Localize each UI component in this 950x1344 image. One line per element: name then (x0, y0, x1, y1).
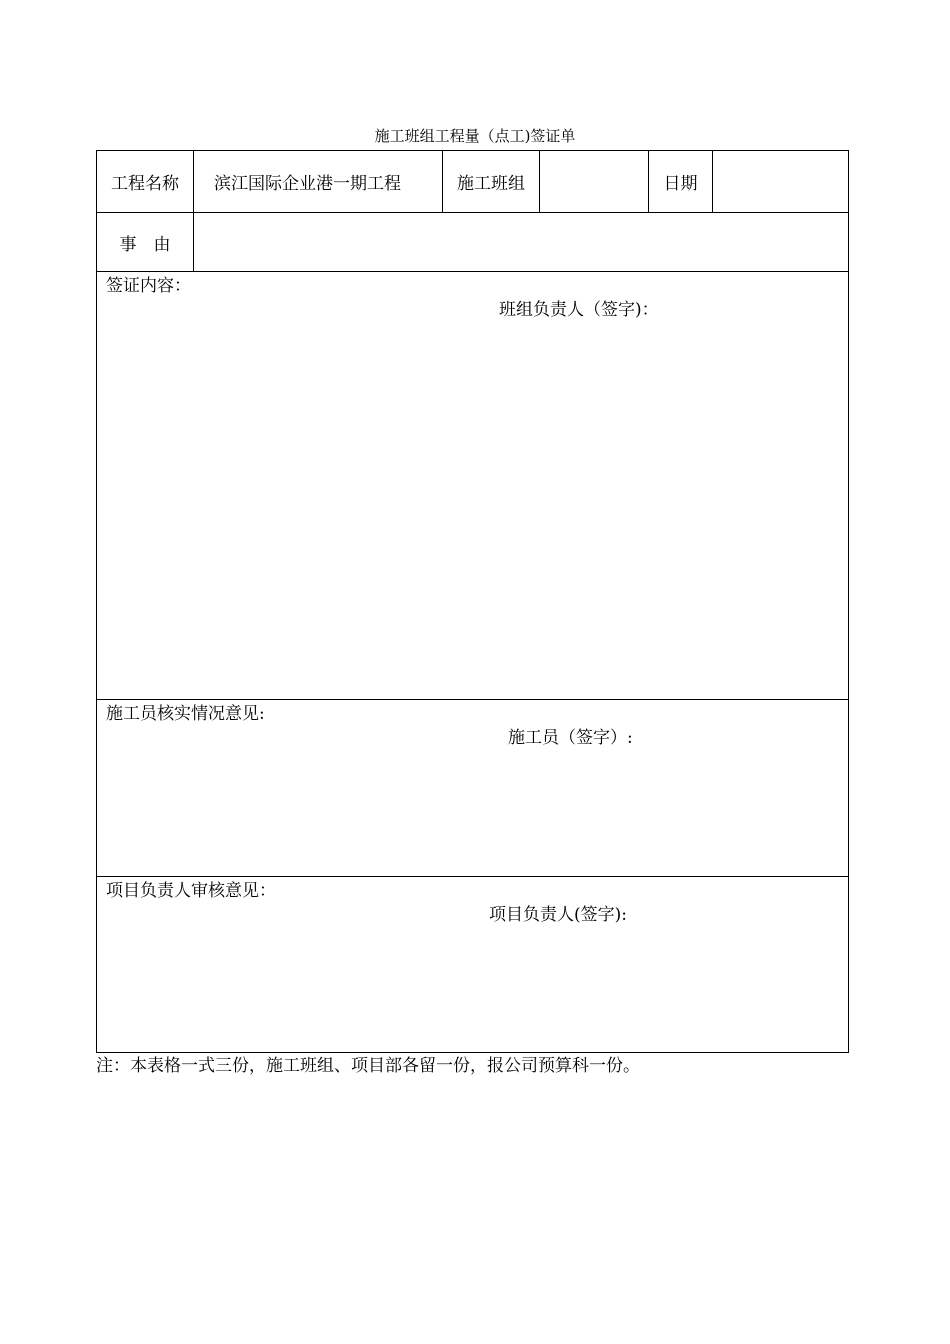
constructor-opinion-block[interactable] (97, 700, 849, 877)
project-manager-opinion-block[interactable] (97, 877, 849, 1053)
header-row (97, 151, 849, 213)
visa-content-block[interactable] (97, 272, 849, 700)
date-value-field[interactable] (713, 151, 849, 213)
reason-value-field[interactable] (194, 213, 849, 272)
team-value-field[interactable] (540, 151, 649, 213)
visa-content-row (97, 272, 849, 700)
date-label: 日期 (649, 151, 713, 213)
project-manager-signature-label: 项目负责人(签字): (489, 905, 627, 925)
visa-form-table (96, 150, 849, 1053)
reason-label: 事 由 (97, 213, 194, 272)
project-name-label: 工程名称 (97, 151, 194, 213)
constructor-opinion-row (97, 700, 849, 877)
team-leader-signature-label: 班组负责人（签字)： (499, 300, 659, 320)
reason-row (97, 213, 849, 272)
document-title: 施工班组工程量（点工)签证单 (374, 127, 576, 145)
constructor-signature-label: 施工员（签字）: (508, 728, 633, 748)
constructor-opinion-label: 施工员核实情况意见: (106, 704, 265, 724)
project-manager-opinion-row (97, 877, 849, 1053)
project-manager-opinion-label: 项目负责人审核意见： (106, 881, 276, 901)
team-label: 施工班组 (443, 151, 540, 213)
project-name-value[interactable]: 滨江国际企业港一期工程 (194, 151, 443, 213)
footer-note: 注：本表格一式三份，施工班组、项目部各留一份，报公司预算科一份。 (96, 1056, 640, 1076)
visa-content-label: 签证内容： (106, 276, 191, 296)
